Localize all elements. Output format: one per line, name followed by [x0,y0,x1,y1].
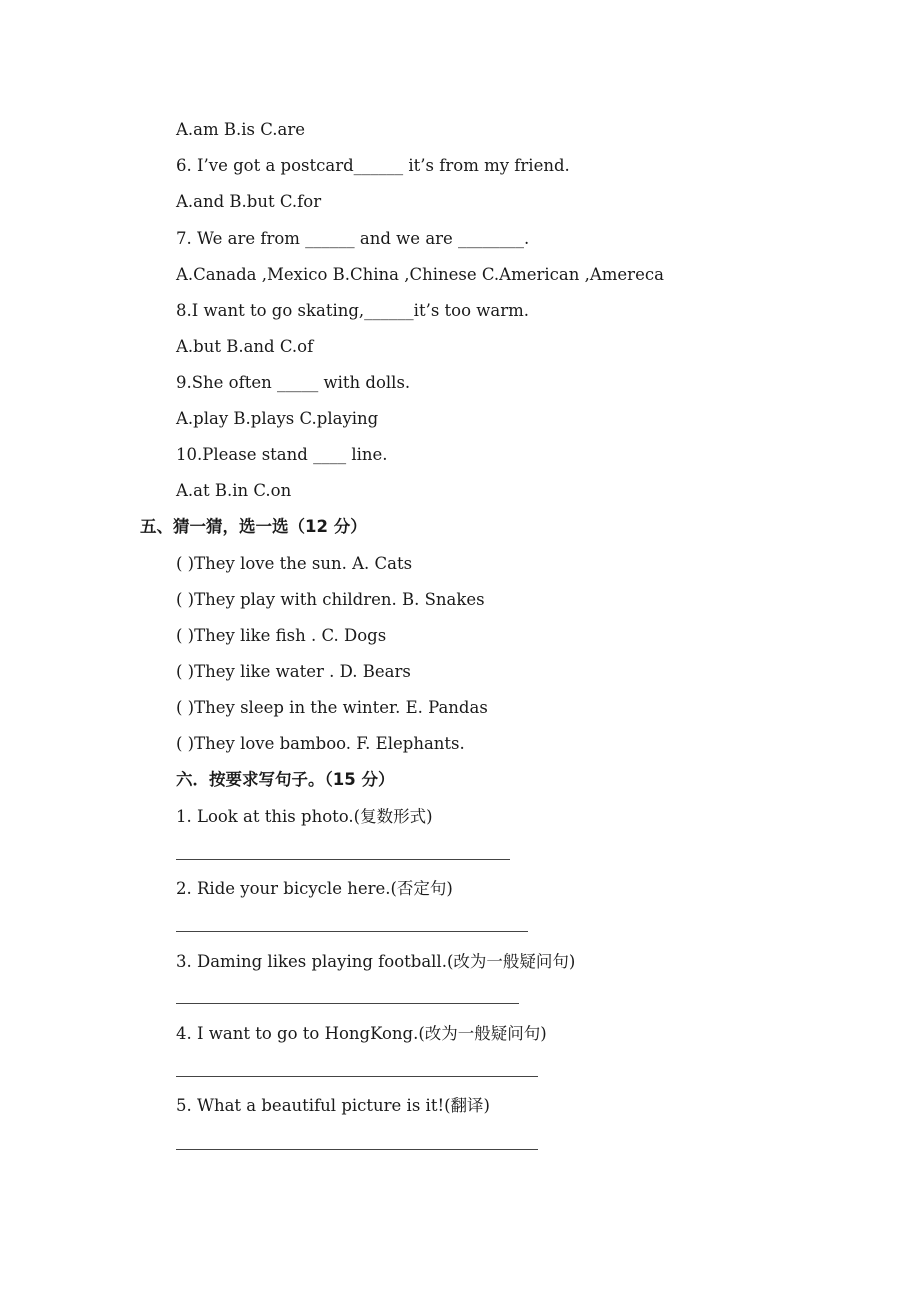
question-8: 8.I want to go skating,______it’s too warm. [176,301,530,320]
answer-line[interactable] [176,1149,538,1150]
question-10-options: A.at B.in C.on [176,481,292,500]
question-7: 7. We are from ______ and we are ________. [176,229,530,248]
rewrite-item: 1. Look at this photo.(复数形式) [176,807,433,826]
question-6: 6. I’ve got a postcard______ it’s from my friend. [176,156,570,175]
question-9: 9.She often _____ with dolls. [176,373,411,392]
answer-line[interactable] [176,931,528,932]
question-9-options: A.play B.plays C.playing [176,409,379,428]
matching-item: ( )They sleep in the winter. E. Pandas [176,698,488,717]
question-5-options: A.am B.is C.are [176,120,306,139]
rewrite-item: 4. I want to go to HongKong.(改为一般疑问句) [176,1024,547,1043]
rewrite-item: 2. Ride your bicycle here.(否定句) [176,879,453,898]
matching-item: ( )They play with children. B. Snakes [176,590,485,609]
answer-line[interactable] [176,1076,538,1077]
section-6-heading: 六．按要求写句子。（15 分） [176,770,395,789]
matching-item: ( )They like water . D. Bears [176,662,411,681]
question-6-options: A.and B.but C.for [176,192,322,211]
matching-item: ( )They like fish . C. Dogs [176,626,387,645]
question-10: 10.Please stand ____ line. [176,445,388,464]
answer-line[interactable] [176,859,510,860]
matching-item: ( )They love bamboo. F. Elephants. [176,734,465,753]
rewrite-item: 5. What a beautiful picture is it!(翻译) [176,1096,490,1115]
answer-line[interactable] [176,1003,519,1004]
question-7-options: A.Canada ,Mexico B.China ,Chinese C.American ,Amereca [176,265,664,284]
section-5-heading: 五、猜一猜，选一选（12 分） [140,517,367,536]
rewrite-item: 3. Daming likes playing football.(改为一般疑问句) [176,952,576,971]
question-8-options: A.but B.and C.of [176,337,314,356]
matching-item: ( )They love the sun. A. Cats [176,554,413,573]
